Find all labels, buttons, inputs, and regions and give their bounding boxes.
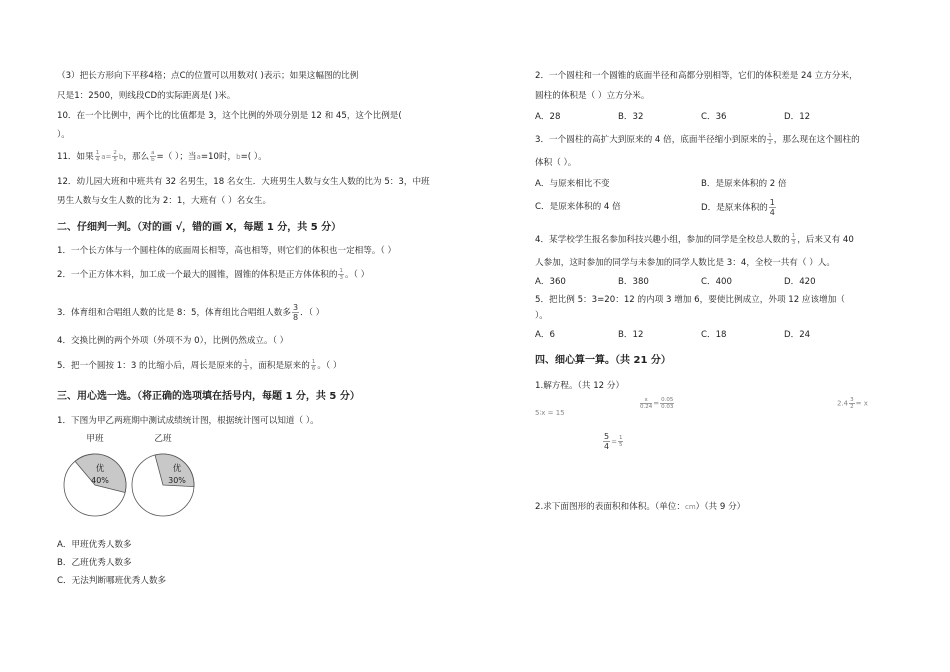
q9-line2: 尺是1：2500，则线段CD的实际距离是( )米。 xyxy=(57,91,236,101)
r-q4-opt-c: C．400 xyxy=(701,277,732,287)
s2-q5-frac1: $\frac{1}{3}$ xyxy=(244,359,248,372)
pie-b-title: 乙班 xyxy=(154,434,172,444)
r-q3-line1: 3．一个圆柱的高扩大到原来的 4 倍，底面半径缩小到原来的 $\frac{1}{2}$ ，那么现在这个圆柱的 xyxy=(535,133,860,146)
section2-title: 二、仔细判一判。（对的画 √，错的画 X，每题 1 分，共 5 分） xyxy=(57,222,342,233)
eq3-frac: $\frac{3}{2}$ xyxy=(850,397,854,410)
eq2-frac-left: $\frac{x}{0.24}$ xyxy=(640,397,653,410)
equation-1: 5∶x = 15 xyxy=(535,409,565,417)
s2-q2: 2．一个正方体木料，加工成一个最大的圆锥，圆锥的体积是正方体体积的 $\frac{1}{3}$ 。（ ） xyxy=(57,268,370,281)
r-q5-opt-a: A．6 xyxy=(535,330,555,340)
s2-q2-frac: $\frac{1}{3}$ xyxy=(339,268,343,281)
r-q3-opt-a: A．与原来相比不变 xyxy=(535,179,610,189)
r-q5-line2: ）。 xyxy=(535,311,548,321)
q9-line1: （3）把长方形向下平移4格；点C的位置可以用数对( )表示；如果这幅图的比例 xyxy=(57,71,359,81)
equation-2: $\frac{x}{0.24}$ = $\frac{0.05}{0.03}$ xyxy=(640,397,674,410)
s3-q1: 1．下图为甲乙两班期中测试成绩统计图，根据统计图可以知道（ ）。 xyxy=(57,416,319,426)
s3-q1-option-b: B．乙班优秀人数多 xyxy=(57,558,132,568)
pie-b-label: 优 xyxy=(172,464,182,474)
eq4-frac-right: $\frac{1}{5}$ xyxy=(618,435,623,448)
r-q2-line2: 圆柱的体积是（ ）立方分米。 xyxy=(535,91,650,101)
s4-q1: 1.解方程。（共 12 分） xyxy=(535,381,625,391)
s2-q4: 4．交换比例的两个外项（外项不为 0），比例仍然成立。（ ） xyxy=(57,336,289,346)
s3-q1-option-c: C．无法判断哪班优秀人数多 xyxy=(57,576,167,586)
section4-title: 四、细心算一算。（共 21 分） xyxy=(535,355,671,366)
s2-q1: 1．一个长方体与一个圆柱体的底面周长相等，高也相等，则它们的体积也一定相等。（ ） xyxy=(57,246,397,256)
q11-mid: ，那么 xyxy=(123,152,150,162)
q10-line2: ）。 xyxy=(57,130,70,140)
r-q5-opt-d: D．24 xyxy=(784,330,811,340)
pie-b-pct: 30% xyxy=(168,476,186,485)
r-q4-line1: 4．某学校学生报名参加科技兴趣小组，参加的同学是全校总人数的 $\frac{1}{3}$ ，后来又有 40 xyxy=(535,233,854,246)
q11-frac3: $\frac{a}{b}$ xyxy=(151,150,155,163)
s2-q5-frac2: $\frac{1}{6}$ xyxy=(311,359,316,372)
q11-var-a2: a xyxy=(196,153,201,161)
q11 xyxy=(57,150,267,164)
q12-line1: 12．幼儿园大班和中班共有 32 名男生，18 名女生．大班男生人数与女生人数的比为 5：3，中班 xyxy=(57,177,430,187)
r-q4-opt-a: A．360 xyxy=(535,277,566,287)
r-q3-opt-d-frac: $\frac{1}{4}$ xyxy=(769,198,775,217)
r-q5-opt-b: B．12 xyxy=(618,330,644,340)
q11-frac1: $\frac{1}{4}$ xyxy=(95,150,100,163)
equation-4: $\frac{5}{4}$ = $\frac{1}{5}$ xyxy=(604,432,623,451)
r-q4-opt-d: D．420 xyxy=(784,277,816,287)
r-q3-line2: 体积（ ）。 xyxy=(535,158,577,168)
r-q2-opt-b: B．32 xyxy=(618,112,644,122)
unit-cm: cm xyxy=(685,503,696,511)
q11-frac2: $\frac{2}{5}$ xyxy=(113,150,117,163)
q10-line1: 10．在一个比例中，两个比的比值都是 3，这个比例的外项分别是 12 和 45，这个比例是( xyxy=(57,111,402,121)
r-q2-line1: 2．一个圆柱和一个圆锥的底面半径和高都分别相等，它们的体积差是 24 立方分米， xyxy=(535,71,858,81)
r-q2-opt-d: D．12 xyxy=(784,112,811,122)
s2-q3-frac: $\frac{3}{8}$ xyxy=(292,303,299,322)
s4-q2: 2.求下面图形的表面积和体积。（单位：cm）（共 9 分） xyxy=(535,502,746,512)
pie-a-label: 优 xyxy=(95,464,105,474)
q11-prefix: 11．如果 xyxy=(57,152,94,162)
q11-var-b2: b xyxy=(236,153,241,161)
section3-title: 三、用心选一选。（将正确的选项填在括号内，每题 1 分，共 5 分） xyxy=(57,391,360,402)
r-q2-opt-a: A．28 xyxy=(535,112,561,122)
r-q5-opt-c: C．18 xyxy=(701,330,727,340)
q12-line2: 男生人数与女生人数的比为 2：1，大班有（ ）名女生。 xyxy=(57,196,272,206)
pie-charts xyxy=(57,430,217,525)
q11-mid3: =10时， xyxy=(200,152,237,162)
r-q3-opt-c: C．是原来体积的 4 倍 xyxy=(535,202,621,212)
r-q4-frac: $\frac{1}{3}$ xyxy=(791,233,796,246)
r-q5-line1: 5．把比例 5：3=20：12 的内项 3 增加 6，要使比例成立，外项 12 应该增加（ xyxy=(535,295,845,305)
q11-mid2: =（ ）；当 xyxy=(156,152,197,162)
eq2-frac-right: $\frac{0.05}{0.03}$ xyxy=(661,397,674,410)
pie-a-title: 甲班 xyxy=(86,434,104,444)
s3-q1-option-a: A．甲班优秀人数多 xyxy=(57,540,132,550)
eq4-frac-left: $\frac{5}{4}$ xyxy=(604,432,610,451)
r-q4-line2: 人参加，这时参加的同学与未参加的同学人数比是 3：4，全校一共有（ ）人。 xyxy=(535,258,835,268)
q11-eq: = xyxy=(105,153,112,161)
s2-q5: 5．把一个圆按 1：3 的比缩小后，周长是原来的 $\frac{1}{3}$ ，面积是原来的 $\frac{1}{6}$ 。（ ） xyxy=(57,359,342,372)
q11-var-b: b xyxy=(118,153,124,161)
q11-end: =( ）。 xyxy=(240,152,267,162)
r-q2-opt-c: C．36 xyxy=(701,112,727,122)
r-q3-opt-b: B．是原来体积的 2 倍 xyxy=(701,179,787,189)
r-q4-opt-b: B．380 xyxy=(618,277,649,287)
r-q3-frac: $\frac{1}{2}$ xyxy=(768,133,772,146)
pie-a-pct: 40% xyxy=(91,476,109,485)
s2-q3: 3．体育组和合唱组人数的比是 8：5，体育组比合唱组人数多 $\frac{3}{8}$ ．（ ） xyxy=(57,303,325,322)
r-q3-opt-d: D．是原来体积的 $\frac{1}{4}$ xyxy=(701,198,775,217)
equation-3: 2.4 $\frac{3}{2}$ = x xyxy=(837,397,868,410)
q11-var-a: a xyxy=(101,153,106,161)
